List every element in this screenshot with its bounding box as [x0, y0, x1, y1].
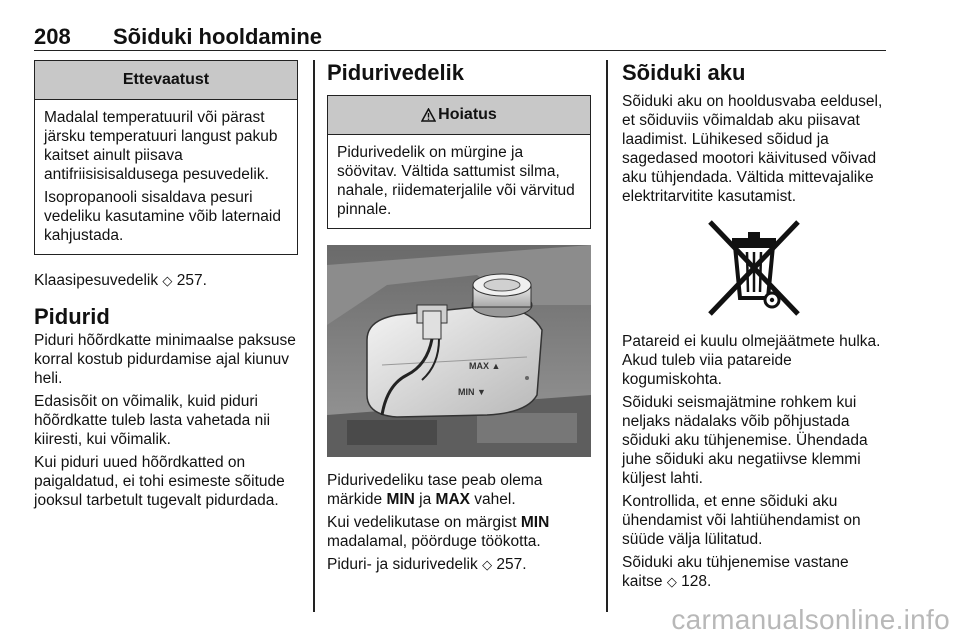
max-mark-label: MAX ▲: [469, 361, 501, 371]
ref-text: Piduri- ja sidurivedelik: [327, 556, 478, 573]
caution-paragraph: Madalal temperatuuril või pärast järsku temperatuuri langust pakub kaitset ainult piisava antifriisisisaldusega pesuvedelik.: [44, 109, 278, 183]
ref-arrow-icon: ◇: [162, 273, 173, 288]
section-heading-brake-fluid: Pidurivedelik: [327, 60, 464, 85]
crossed-out-bin-icon: [622, 218, 886, 318]
warning-title: Hoiatus: [438, 106, 497, 123]
page-number: 208: [34, 24, 71, 49]
battery-ref: [622, 553, 886, 591]
ref-arrow-icon: ◇: [666, 574, 677, 589]
column-divider: [313, 60, 315, 612]
chapter-title: Sõiduki hooldamine: [113, 24, 323, 49]
paragraph: Edasisõit on võimalik, kuid piduri hõõrdkatte tuleb lasta vahetada nii kiiresti, kui võimalik.: [34, 393, 271, 448]
min-mark-text: MIN: [386, 491, 415, 508]
watermark: carmanualsonline.info: [671, 604, 950, 635]
page-ref-link[interactable]: 128.: [681, 573, 712, 590]
ref-text: Sõiduki aku tühjenemise vastane kaitse: [622, 554, 849, 590]
caution-title: Ettevaatust: [35, 61, 297, 100]
text-run: ja: [414, 491, 436, 508]
column-divider: [606, 60, 608, 612]
text-run: Kui vedelikutase on märgist: [327, 514, 521, 531]
paragraph: Kui piduri uued hõõrdkatted on paigaldatud, ei tohi esimeste sõitude jooksul tarbetult tugevalt pidurdada.: [34, 454, 285, 509]
page-ref-link[interactable]: 257.: [496, 556, 527, 573]
column-middle: [327, 60, 591, 578]
warning-paragraph: Pidurivedelik on mürgine ja söövitav. Vältida sattumist silma, nahale, riidematerjalile või värvitud pinnale.: [337, 144, 575, 218]
text-run: vahel.: [470, 491, 516, 508]
paragraph: [327, 513, 591, 551]
max-mark-text: MAX: [435, 491, 470, 508]
ref-text: Klaasipesuvedelik: [34, 272, 159, 289]
battery-text-intro: [622, 92, 886, 206]
paragraph: Patareid ei kuulu olmejäätmete hulka. Akud tuleb viia patareide kogumiskohta.: [622, 333, 881, 388]
text-run: Pidurivedeliku tase peab olema märkide: [327, 472, 543, 508]
warning-box: [327, 95, 591, 229]
min-mark-text: MIN: [520, 514, 550, 531]
washer-fluid-ref: [34, 271, 298, 290]
min-mark-label: MIN ▼: [458, 387, 486, 397]
column-right: [622, 60, 886, 595]
warning-body: [328, 135, 590, 228]
brake-fluid-ref: [327, 555, 591, 574]
paragraph: Sõiduki aku on hooldusvaba eeldusel, et sõiduviis võimaldab aku piisavat laadimist. Lühikesed sõidud ja sagedased mootori käivitused võivad aku tühjendada. Vältida mittevajalike elektritarvitite kasutamist.: [622, 93, 883, 205]
page-ref-link[interactable]: 257.: [176, 272, 207, 289]
paragraph: [327, 471, 591, 509]
warning-header: [328, 96, 590, 135]
ref-arrow-icon: ◇: [482, 557, 493, 572]
brake-fluid-text: [327, 471, 591, 574]
brake-fluid-reservoir-photo: [327, 245, 591, 457]
brakes-text: [34, 331, 298, 510]
page-header: [34, 24, 886, 51]
battery-text: [622, 332, 886, 591]
paragraph: Sõiduki seismajätmine rohkem kui neljaks nädalaks võib põhjustada sõiduki aku tühjenemise. Ühendada juhe sõiduki aku negatiivse klemmi küljest lahti.: [622, 394, 868, 487]
caution-body: [35, 100, 297, 254]
paragraph: Kontrollida, et enne sõiduki aku ühendamist või lahtiühendamist on süüde välja lülitatud.: [622, 493, 861, 548]
caution-box: [34, 60, 298, 255]
section-heading-brakes: Pidurid: [34, 304, 110, 329]
section-heading-battery: Sõiduki aku: [622, 60, 746, 85]
text-run: madalamal, pöörduge töökotta.: [327, 533, 541, 550]
caution-paragraph: Isopropanooli sisaldava pesuri vedeliku kasutamine võib laternaid kahjustada.: [44, 189, 281, 244]
warning-triangle-icon: [421, 108, 436, 122]
column-left: [34, 60, 298, 514]
paragraph: Piduri hõõrdkatte minimaalse paksuse korral kostub pidurdamise ajal kiunuv heli.: [34, 332, 296, 387]
